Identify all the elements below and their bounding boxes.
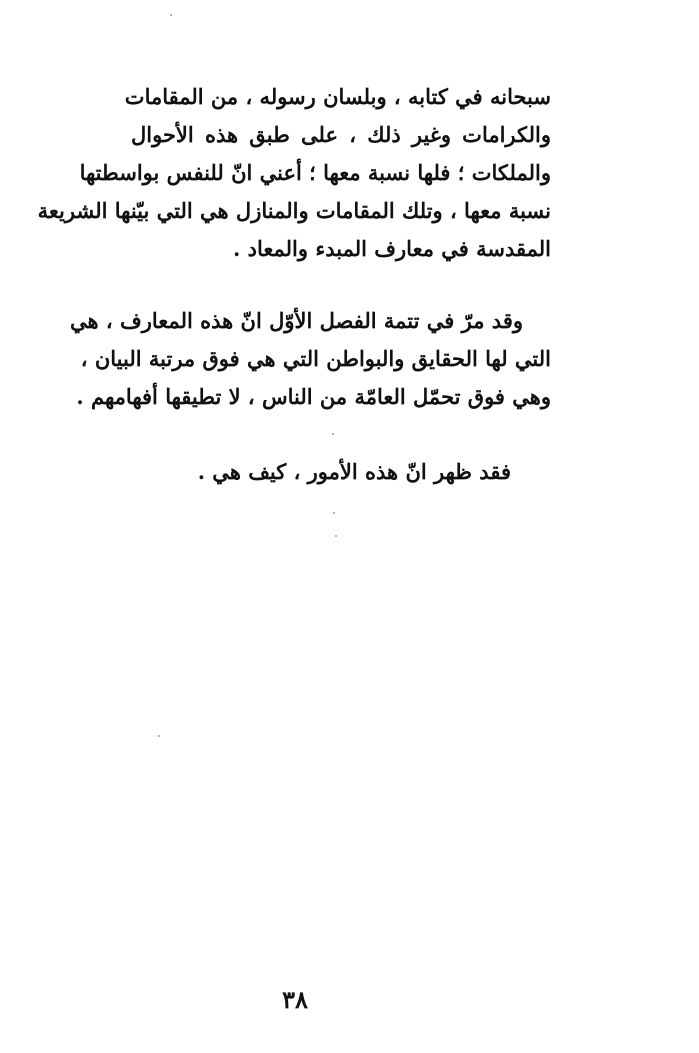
scan-speck [158,735,160,737]
text-line: والكرامات وغير ذلك ، على طبق هذه الأحوال [131,122,551,147]
text-line: المقدسة في معارف المبدء والمعاد . [233,236,551,261]
text-line: نسبة معها ، وتلك المقامات والمنازل هي التي بيّنها الشريعة [37,198,551,223]
text-line: والملكات ؛ فلها نسبة معها ؛ أعني انّ للنفس بواسطتها [79,160,551,185]
scan-speck [335,535,337,537]
text-line: التي لها الحقايق والبواطن التي هي فوق مرتبة البيان ، [80,346,551,371]
paragraph-1 [37,78,551,268]
paragraph-3 [131,453,551,491]
text-line: سبحانه في كتابه ، وبلسان رسوله ، من المقامات [124,84,551,109]
text-line: وقد مرّ في تتمة الفصل الأوّل انّ هذه المعارف ، هي [70,308,523,333]
page-number: ٣٨ [282,985,308,1014]
text-line: فقد ظهر انّ هذه الأمور ، كيف هي . [197,459,511,484]
scan-speck [333,512,335,514]
scan-speck [170,14,172,16]
scan-speck [332,433,334,435]
paragraph-2 [70,302,551,416]
text-line: وهي فوق تحمّل العامّة من الناس ، لا تطيقها أفهامهم . [76,384,551,409]
